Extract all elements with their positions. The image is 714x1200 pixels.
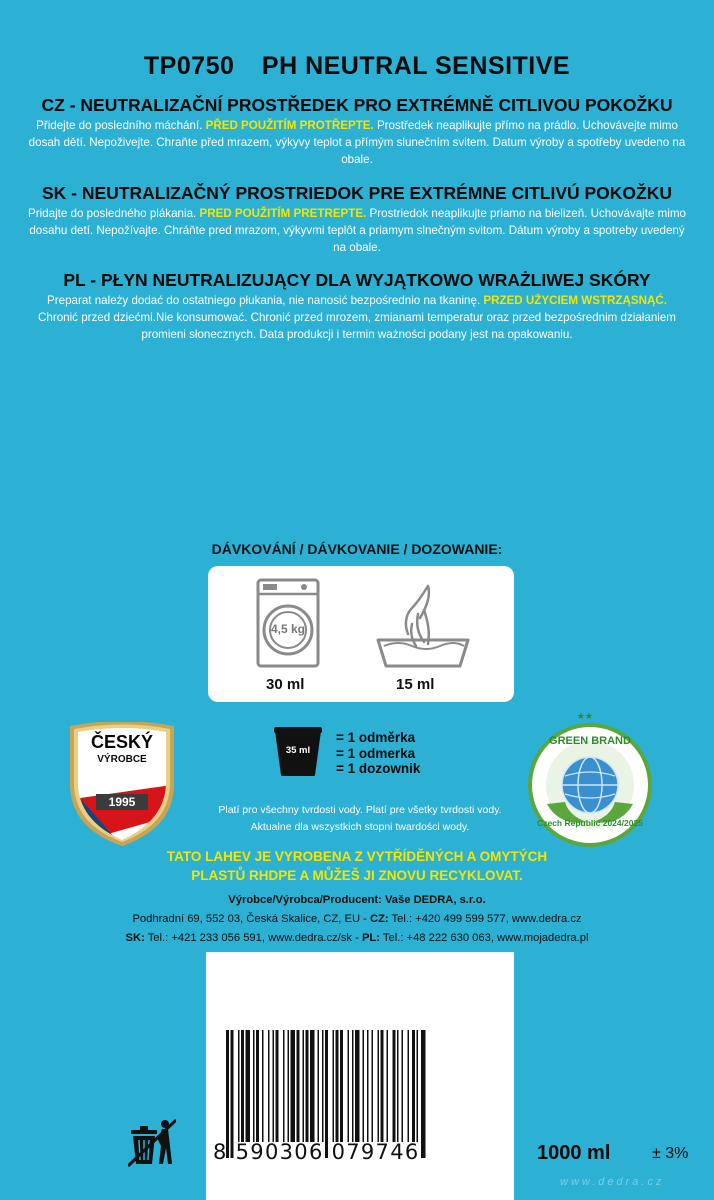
product-code: TP0750: [143, 52, 235, 80]
section-text: Preparat należy dodać do ostatniego płukania, nie nanosić bezpośrednio na tkaninę. PRZED UŻYCIEM WSTRZĄSNĄĆ. Chronić przed dziećmi.Nie konsumować. Chronić przed mrozem, zmianami temperatur oraz przed bezpośrednim działaniem promieni słonecznych. Data produkcji i termin ważności podany jest na opakowaniu.: [38, 294, 676, 341]
barcode-bar: [381, 1030, 384, 1142]
barcode-digits: 8 590306 079746: [213, 1140, 420, 1164]
sk-tag: SK:: [125, 932, 145, 944]
barcode-bar: [367, 1030, 369, 1142]
section-heading: SK - NEUTRALIZAČNÝ PROSTRIEDOK PRE EXTRÉMNE CITLIVÚ POKOŽKU: [41, 183, 673, 203]
barcode-bar: [306, 1030, 309, 1142]
barcode-bar: [262, 1030, 264, 1142]
barcode-bar: [276, 1030, 279, 1142]
barcode-bar: [387, 1030, 389, 1142]
barcode-bar: [256, 1030, 259, 1142]
recycle-line2: PLASTŮ RHDPE A MŮŽEŠ JI ZNOVU RECYKLOVAT.: [191, 868, 523, 883]
producer-label: Výrobce/Výrobca/Producent: Vaše DEDRA, s.r.o.: [228, 894, 486, 906]
section-pl: [28, 270, 686, 343]
section-highlight: PRZED UŻYCIEM WSTRZĄSNĄĆ.: [483, 294, 667, 307]
barcode-bar: [417, 1030, 419, 1142]
cup-label: 35 ml: [285, 745, 311, 756]
barcode-bar: [412, 1030, 415, 1142]
barcode-bar: [397, 1030, 399, 1142]
cz-tag: CZ:: [370, 913, 389, 925]
barcode-bar: [253, 1030, 255, 1142]
pl-contact: Tel.: +48 222 630 063, www.mojadedra.pl: [380, 932, 589, 944]
barcode-bar: [303, 1030, 305, 1142]
barcode-bar: [402, 1030, 404, 1142]
measure-line-pl: = 1 dozownik: [336, 761, 421, 776]
barcode-bar: [363, 1030, 365, 1142]
barcode-bar: [283, 1030, 285, 1142]
barcode-bar: [288, 1030, 290, 1142]
volume-amount: 1000 ml: [537, 1142, 611, 1164]
barcode-bar: [325, 1030, 328, 1158]
producer-info: [60, 891, 654, 948]
barcode-bar: [340, 1030, 343, 1142]
green-brand-bottom: Czech Republic 2024/2025: [537, 818, 643, 828]
barcode-bar: [226, 1030, 229, 1158]
barcode-bar: [310, 1030, 315, 1142]
section-heading: CZ - NEUTRALIZAČNÍ PROSTŘEDEK PRO EXTRÉMNĚ CITLIVOU POKOŽKU: [41, 95, 673, 115]
badge-cesky-line1: ČESKÝ: [90, 732, 153, 752]
green-brand-stars: ★★: [576, 711, 594, 721]
barcode: [226, 1030, 496, 1158]
barcode-bar: [273, 1030, 275, 1142]
barcode-bar: [372, 1030, 374, 1142]
pl-tag: PL:: [361, 932, 380, 944]
green-brand-top: GREEN BRAND: [549, 735, 631, 747]
section-text: Přidejte do posledního máchání. PŘED POUŽITÍM PROTŘEPTE. Prostředek neaplikujte přímo na prádlo. Uchovávejte mimo dosah dětí. Nepoživejte. Chraňte před mrazem, výkyvy teplot a přímým slunečním svitem. Datum výroby a spotřeby uvedeno na obale.: [28, 119, 686, 166]
dosage-panel: [208, 566, 514, 702]
product-name: PH NEUTRAL SENSITIVE: [261, 52, 571, 80]
badge-cesky-year: 1995: [108, 795, 136, 809]
barcode-bar: [355, 1030, 360, 1142]
barcode-bar: [268, 1030, 270, 1142]
barcode-bar: [322, 1030, 324, 1142]
barcode-bar: [246, 1030, 251, 1142]
dosage-title: DÁVKOVÁNÍ / DÁVKOVANIE / DOZOWANIE:: [211, 541, 503, 557]
barcode-bar: [352, 1030, 354, 1142]
badge-cesky-line2: VÝROBCE: [97, 754, 147, 765]
section-text: Pridajte do posledného plákania. PRED POUŽITÍM PRETREPTE. Prostriedok neaplikujte priamo na bielizeň. Uchovávajte mimo dosahu detí. Nepožívajte. Chráňte pred mrazom, výkyvmi teplôt a priamym slnečným svitom. Dátum výroby a spotreby uvedený na obale.: [28, 207, 686, 254]
volume-tolerance: ± 3%: [652, 1145, 689, 1162]
barcode-bar: [238, 1030, 240, 1142]
barcode-bar: [393, 1030, 396, 1142]
barcode-bar: [408, 1030, 410, 1142]
producer-address: Podhradní 69, 552 03, Česká Skalice, CZ, EU -: [132, 913, 370, 925]
section-sk: [28, 183, 686, 256]
barcode-bar: [333, 1030, 335, 1142]
barcode-bar: [291, 1030, 296, 1142]
barcode-bar: [231, 1030, 234, 1158]
machine-capacity: 4,5 kg: [270, 622, 306, 636]
trash-bin-icon: [128, 1118, 176, 1168]
cz-contact: Tel.: +420 499 599 577, www.dedra.cz: [388, 913, 582, 925]
barcode-bar: [421, 1030, 426, 1158]
measure-line-sk: = 1 odmerka: [336, 745, 416, 761]
recycle-line1: TATO LAHEV JE VYROBENA Z VYTŘÍDĚNÝCH A OMYTÝCH: [166, 849, 548, 864]
hand-wash-icon: [368, 584, 478, 668]
barcode-bar: [318, 1030, 320, 1142]
measure-equivalents: [336, 730, 420, 777]
hand-dose: 15 ml: [396, 676, 435, 693]
water-hardness-note: [170, 802, 550, 836]
measure-line-cz: = 1 odměrka: [336, 730, 416, 745]
machine-dose: 30 ml: [266, 676, 305, 693]
product-title: [0, 52, 714, 81]
barcode-bar: [336, 1030, 339, 1142]
barcode-bar: [241, 1030, 244, 1142]
sk-contact: Tel.: +421 233 056 591, www.dedra.cz/sk -: [144, 932, 362, 944]
water-note-line2: Aktualne dla wszystkich stopni twardości wody.: [250, 821, 470, 833]
section-highlight: PRED POUŽITÍM PRETREPTE.: [199, 207, 367, 220]
water-note-line1: Platí pro všechny tvrdosti vody. Platí pre všetky tvrdosti vody.: [218, 804, 502, 816]
section-cz: [28, 95, 686, 168]
recycle-note: [120, 847, 594, 885]
barcode-bar: [348, 1030, 350, 1142]
barcode-bar: [378, 1030, 380, 1142]
section-highlight: PŘED POUŽITÍM PROTŘEPTE.: [205, 119, 374, 132]
watermark: www.dedra.cz: [560, 1176, 665, 1188]
section-heading: PL - PŁYN NEUTRALIZUJĄCY DLA WYJĄTKOWO WRAŻLIWEJ SKÓRY: [63, 270, 651, 290]
barcode-bar: [297, 1030, 300, 1142]
